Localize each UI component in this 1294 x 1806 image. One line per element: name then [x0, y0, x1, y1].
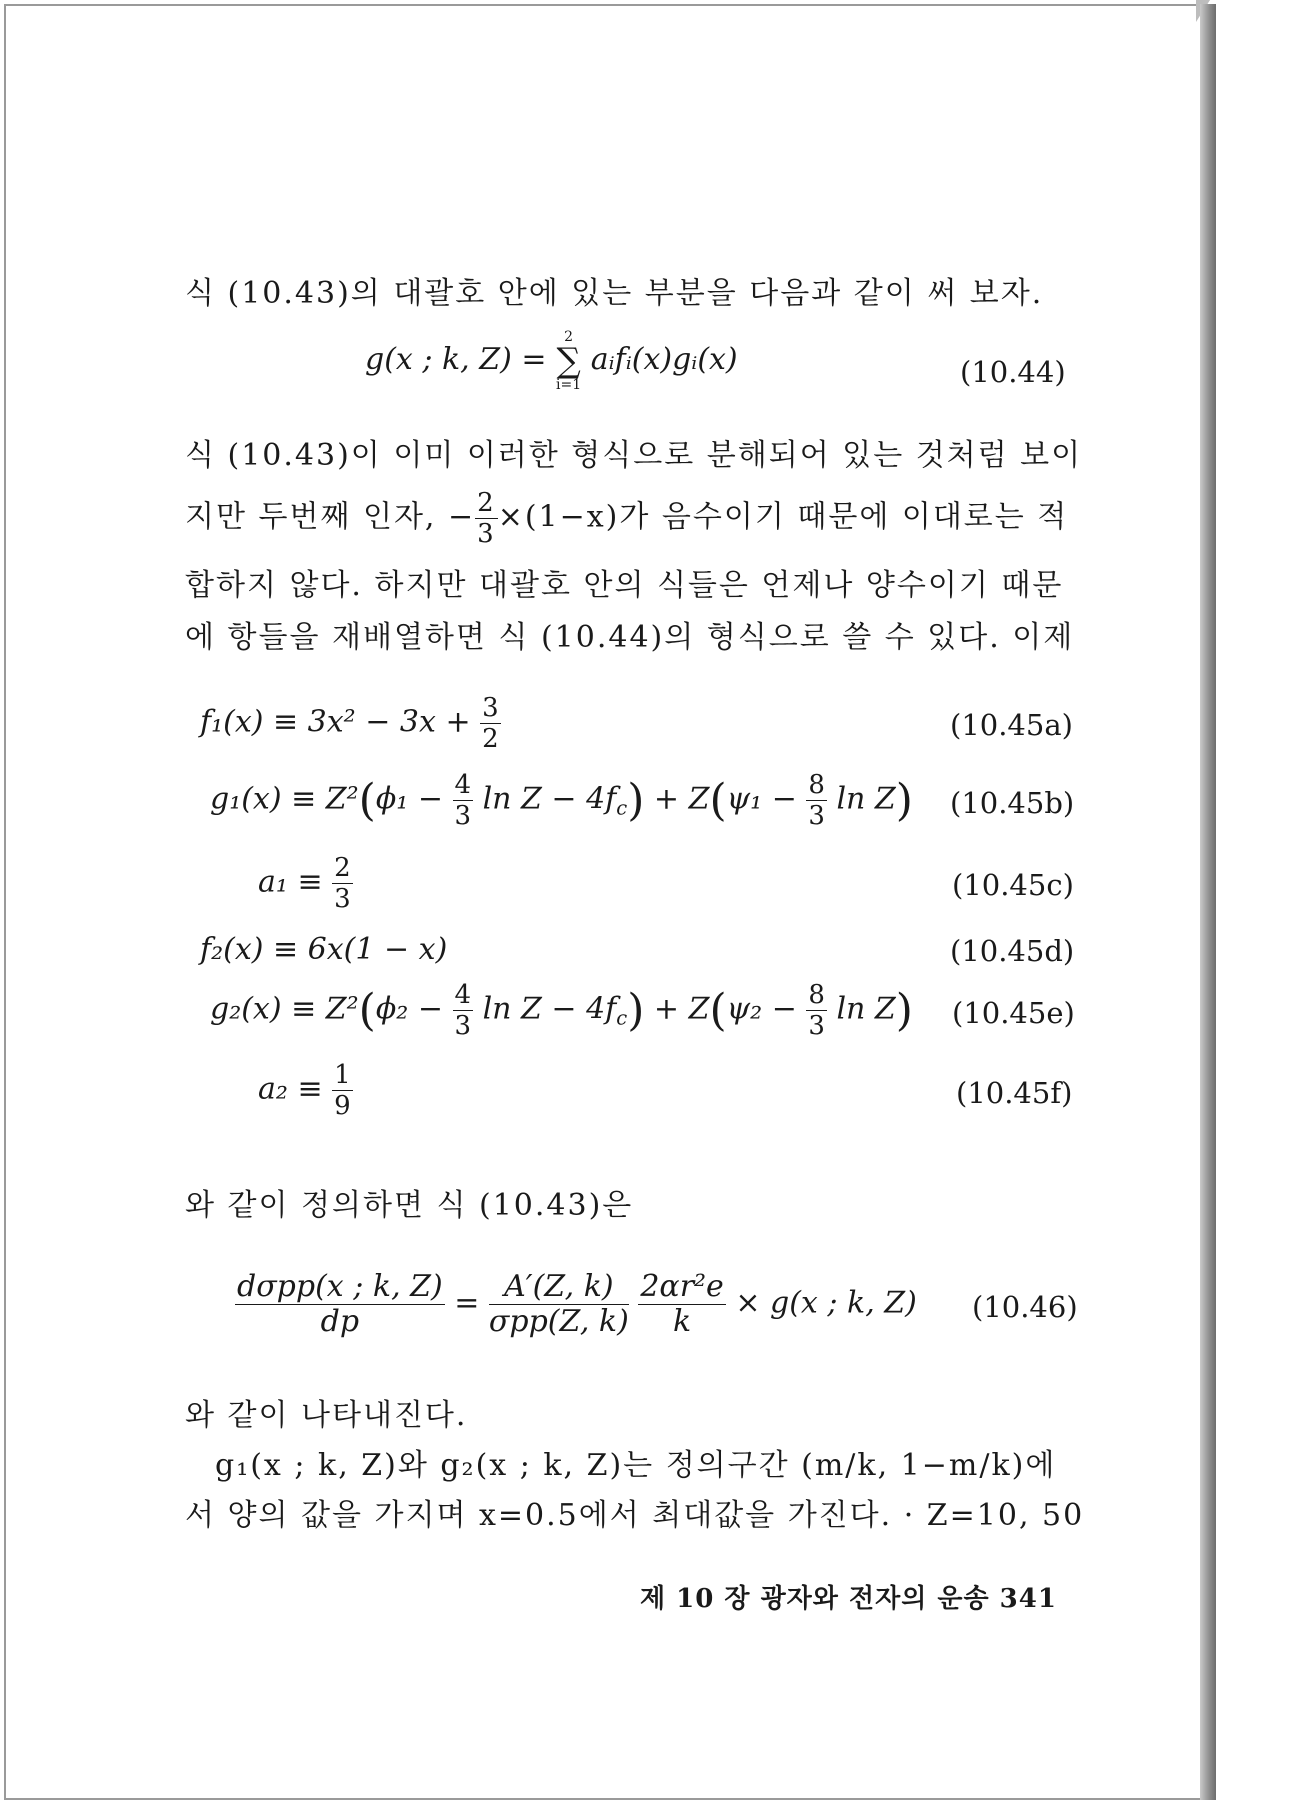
equation-10-45d: f₂(x) ≡ 6x(1 − x) [200, 932, 448, 967]
paragraph-line: 에 항들을 재배열하면 식 (10.44)의 형식으로 쓸 수 있다. 이제 [185, 620, 1075, 655]
paragraph-line: 지만 두번째 인자, − $\frac{2}{3}$ ×(1−x)가 음수이기 때문에 이대로는 적 [185, 488, 1069, 549]
eq44-rhs: aᵢfᵢ(x)gᵢ(x) [590, 342, 738, 377]
equation-label: (10.44) [960, 355, 1066, 389]
equation-10-45b: g₁(x) ≡ Z²(ϕ₁ − $\frac{4}{3}$ $\ln Z - 4f_c) + Z(\psi_1$ − $\frac{8}{3}$ ln Z) [210, 770, 913, 831]
paragraph-line: 합하지 않다. 하지만 대괄호 안의 식들은 언제나 양수이기 때문 [185, 568, 1064, 603]
equation-10-44 [365, 330, 738, 392]
page-footer: 제 10 장 광자와 전자의 운송 341 [640, 1584, 1057, 1614]
paragraph-line: g₁(x ; k, Z)와 g₂(x ; k, Z)는 정의구간 (m/k, 1−m/k)에 [215, 1448, 1057, 1483]
equation-label: (10.45e) [952, 996, 1075, 1030]
sum-operator: 2 ∑ i=1 [556, 329, 582, 393]
equation-10-45a: f₁(x) ≡ 3x² − 3x + $\frac{3}{2}$ [200, 693, 499, 754]
equation-label: (10.46) [972, 1290, 1078, 1324]
equation-label: (10.45f) [956, 1076, 1073, 1110]
paragraph-line: 식 (10.43)이 이미 이러한 형식으로 분해되어 있는 것처럼 보이 [185, 438, 1083, 473]
paragraph-intro: 식 (10.43)의 대괄호 안에 있는 부분을 다음과 같이 써 보자. [185, 276, 1044, 311]
equation-10-46: $\frac{\text{dσpp(x ; k, Z)}}{dp}$ = $\frac{A'(Z, k)}{\text{σpp(Z, k)}}$ $\frac{\text{2αr²e}}{k}$ × g(x ; k, Z) [237, 1269, 917, 1339]
equation-label: (10.45a) [950, 708, 1073, 742]
equation-10-45f: a₂ ≡ $\frac{1}{9}$ [258, 1060, 351, 1121]
eq44-lhs: g(x ; k, Z) = [365, 342, 557, 377]
paragraph-result: 와 같이 나타내진다. [185, 1398, 468, 1433]
page-edge [1200, 4, 1216, 1800]
margin-area [1216, 0, 1294, 1806]
paragraph-line: 서 양의 값을 가지며 x=0.5에서 최대값을 가진다. · Z=10, 50 [185, 1498, 1085, 1533]
equation-label: (10.45b) [950, 786, 1075, 820]
paragraph-definition: 와 같이 정의하면 식 (10.43)은 [185, 1188, 634, 1223]
equation-10-45c: a₁ ≡ $\frac{2}{3}$ [258, 853, 351, 914]
equation-label: (10.45d) [950, 934, 1075, 968]
equation-label: (10.45c) [952, 868, 1074, 902]
equation-10-45e: g₂(x) ≡ Z²(ϕ₂ − $\frac{4}{3}$ $\ln Z - 4f_c) + Z(\psi_2$ − $\frac{8}{3}$ ln Z) [210, 980, 913, 1041]
